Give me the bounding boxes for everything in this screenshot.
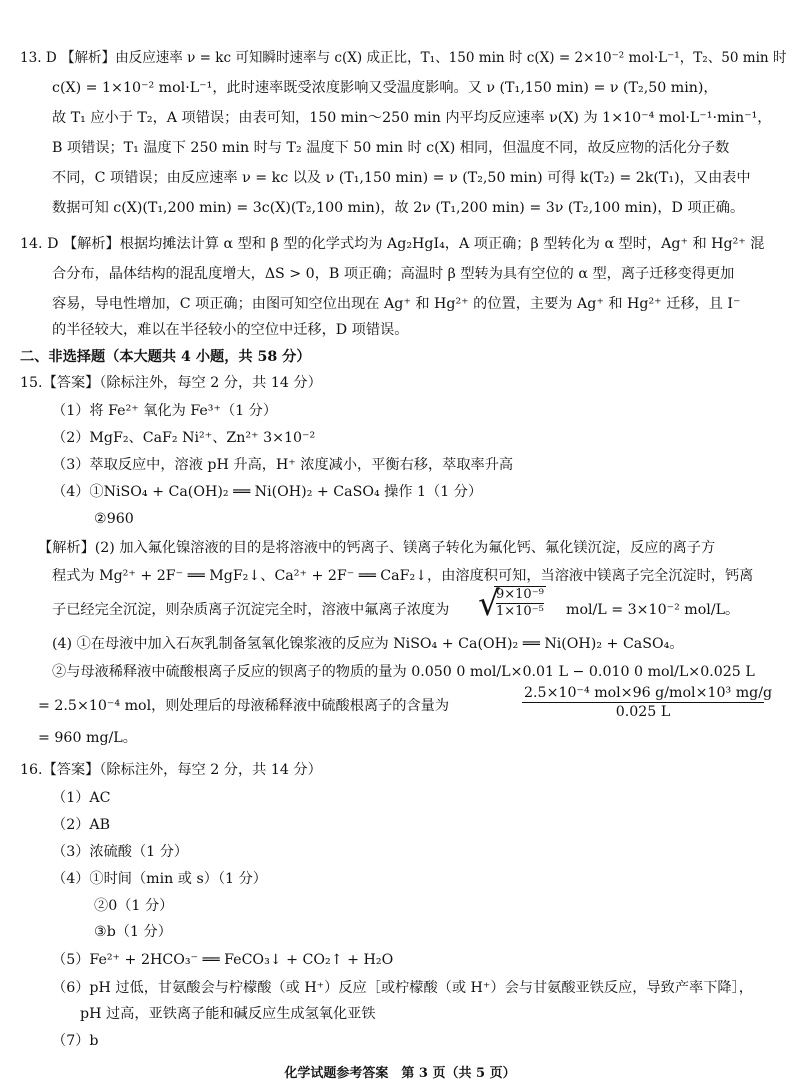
sulfate-fraction xyxy=(522,684,773,721)
q16-answer-6b: pH 过高，亚铁离子能和碱反应生成氢氧化亚铁 xyxy=(80,1006,376,1022)
q16-answer-7: （7）b xyxy=(52,1033,99,1049)
page-footer: 化学试题参考答案 第 3 页（共 5 页） xyxy=(284,1066,516,1081)
q15-answer-4b: ②960 xyxy=(94,511,134,527)
q15-explain-6a: = 2.5×10⁻⁴ mol，则处理后的母液稀释液中硫酸根离子的含量为 xyxy=(38,698,450,714)
q14-line-2: 合分布，晶体结构的混乱度增大，ΔS > 0，B 项正确；高温时 β 型转为具有空位的 α 型，离子迁移变得更加 xyxy=(52,266,735,282)
q15-answer-3: （3）萃取反应中，溶液 pH 升高，H⁺ 浓度减小，平衡右移，萃取率升高 xyxy=(52,457,514,473)
q16-answer-1: （1）AC xyxy=(52,790,111,806)
q15-explain-3b: mol/L = 3×10⁻² mol/L。 xyxy=(566,602,740,618)
fraction-numerator: 2.5×10⁻⁴ mol×96 g/mol×10³ mg/g xyxy=(524,685,773,701)
q15-answer-4: （4）①NiSO₄ + Ca(OH)₂ ══ Ni(OH)₂ + CaSO₄ 操作 1（1 分） xyxy=(52,484,483,500)
sqrt-expression xyxy=(478,584,558,628)
fraction-denominator: 0.025 L xyxy=(615,704,671,720)
q13-line-5: 不同，C 项错误；由反应速率 ν = kc 以及 ν (T₁,150 min) = ν (T₂,50 min) 可得 k(T₂) = 2k(T₁)，又由表中 xyxy=(52,170,751,186)
q15-answer-2: （2）MgF₂、CaF₂ Ni²⁺、Zn²⁺ 3×10⁻² xyxy=(52,430,316,446)
q14-line-4: 的半径较大，难以在半径较小的空位中迁移，D 项错误。 xyxy=(52,322,409,338)
q14-line-3: 容易，导电性增加，C 项正确；由图可知空位出现在 Ag⁺ 和 Hg²⁺ 的位置，主要为 Ag⁺ 和 Hg²⁺ 迁移，且 I⁻ xyxy=(52,296,741,312)
q15-answer-1: （1）将 Fe²⁺ 氧化为 Fe³⁺（1 分） xyxy=(52,403,278,419)
q14-line-1: 14. D 【解析】根据均摊法计算 α 型和 β 型的化学式均为 Ag₂HgI₄，A 项正确；β 型转化为 α 型时，Ag⁺ 和 Hg²⁺ 混 xyxy=(20,236,765,252)
q15-explain-5: ②与母液稀释液中硫酸根离子反应的钡离子的物质的量为 0.050 0 mol/L×0.01 L − 0.010 0 mol/L×0.025 L xyxy=(52,664,755,680)
q13-line-2: c(X) = 1×10⁻² mol·L⁻¹，此时速率既受浓度影响又受温度影响。又 ν (T₁,150 min) = ν (T₂,50 min)， xyxy=(52,80,718,96)
q16-answer-5: （5）Fe²⁺ + 2HCO₃⁻ ══ FeCO₃↓ + CO₂↑ + H₂O xyxy=(52,952,394,968)
q13-line-3: 故 T₁ 应小于 T₂，A 项错误；由表可知，150 min～250 min 内平均反应速率 ν(X) 为 1×10⁻⁴ mol·L⁻¹·min⁻¹， xyxy=(52,110,772,126)
q13-line-4: B 项错误；T₁ 温度下 250 min 时与 T₂ 温度下 50 min 时 c(X) 相同，但温度不同，故反应物的活化分子数 xyxy=(52,140,730,156)
q15-explain-1: 【解析】(2) 加入氟化镍溶液的目的是将溶液中的钙离子、镁离子转化为氟化钙、氟化镁沉淀，反应的离子方 xyxy=(38,540,716,556)
q16-answer-4c: ③b（1 分） xyxy=(94,924,172,940)
q15-header: 15.【答案】（除标注外，每空 2 分，共 14 分） xyxy=(20,375,322,391)
q13-line-6: 数据可知 c(X)(T₁,200 min) = 3c(X)(T₂,100 min)，故 2ν (T₁,200 min) = 3ν (T₂,100 min)，D 项正确。 xyxy=(52,200,745,216)
q16-answer-4b: ②0（1 分） xyxy=(94,898,174,914)
q16-answer-3: （3）浓硫酸（1 分） xyxy=(52,844,189,860)
q13-line-1: 13. D 【解析】由反应速率 ν = kc 可知瞬时速率与 c(X) 成正比，T₁、150 min 时 c(X) = 2×10⁻² mol·L⁻¹，T₂、50 min 时 xyxy=(20,50,787,66)
section-heading: 二、非选择题（本大题共 4 小题，共 58 分） xyxy=(20,349,311,365)
sqrt-numerator: 9×10⁻⁹ xyxy=(496,587,544,602)
q16-answer-6: （6）pH 过低，甘氨酸会与柠檬酸（或 H⁺）反应［或柠檬酸（或 H⁺）会与甘氨酸亚铁反应，导致产率下降］， xyxy=(52,980,753,996)
q16-answer-2: （2）AB xyxy=(52,817,111,833)
q15-explain-2: 程式为 Mg²⁺ + 2F⁻ ══ MgF₂↓、Ca²⁺ + 2F⁻ ══ CaF₂↓，由溶度积可知，当溶液中镁离子完全沉淀时，钙离 xyxy=(52,568,754,584)
sqrt-denominator: 1×10⁻⁵ xyxy=(496,604,544,619)
q15-explain-7: = 960 mg/L。 xyxy=(38,730,137,746)
q16-answer-4: （4）①时间（min 或 s）（1 分） xyxy=(52,871,267,887)
q15-explain-4: (4) ①在母液中加入石灰乳制备氢氧化镍浆液的反应为 NiSO₄ + Ca(OH)₂ ══ Ni(OH)₂ + CaSO₄。 xyxy=(52,636,684,652)
q15-explain-3a: 子已经完全沉淀，则杂质离子沉淀完全时，溶液中氟离子浓度为 xyxy=(52,602,450,618)
radical-sign: √ xyxy=(478,584,500,624)
q16-header: 16.【答案】（除标注外，每空 2 分，共 14 分） xyxy=(20,762,322,778)
